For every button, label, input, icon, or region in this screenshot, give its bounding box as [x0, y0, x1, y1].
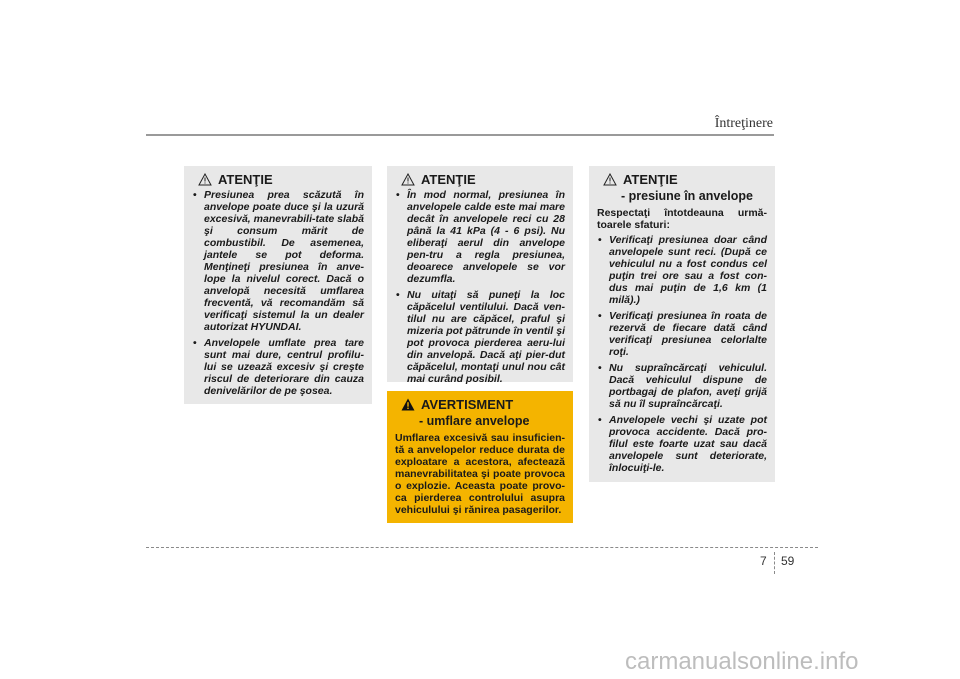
caution-box-tire-pressure: [589, 166, 775, 482]
caution-box-warm-tires: [387, 166, 573, 385]
list-item: • Verificaţi presiunea doar când anvelopele sunt reci. (După ce vehiculul nu a fost condus cel puţin trei ore sau a fost con-dus mai puţin de 1,6 km (1 milă).): [597, 234, 767, 306]
caution-list: [597, 234, 767, 474]
warning-box-inflation: [387, 391, 573, 523]
warning-header: [401, 397, 565, 412]
warning-title: AVERTISMENT: [421, 397, 514, 412]
list-item: • Nu uitaţi să puneţi la loc căpăcelul ventilului. Dacă ven-tilul nu are căpăcel, praful şi mizeria pot pătrunde în ventil şi pot provoca pierderea aeru-lui din anvelopă. Dacă aţi pier-dut căpăcelul, montaţi unul nou cât mai curând posibil.: [395, 289, 565, 385]
list-item: • Presiunea prea scăzută în anvelope poate duce şi la uzură excesivă, manevrabili-tate slabă şi consum mărit de combustibil. De asemenea, jantele se pot deforma. Menţineţi presiunea în anve-lope la nivelul corect. Dacă o anvelopă necesită umflarea frecventă, vă recomandăm să verificaţi sistemul la un dealer autorizat HYUNDAI.: [192, 189, 364, 333]
caution-triangle-icon: [603, 173, 617, 186]
list-item: • Anvelopele vechi şi uzate pot provoca accidente. Dacă pro-filul este foarte uzat sau dacă anvelopele sunt deteriorate, înlocuiţi-le.: [597, 414, 767, 474]
caution-title: ATENŢIE: [623, 172, 678, 187]
caution-box-low-pressure: [184, 166, 372, 404]
footer-rule: [146, 547, 818, 548]
caution-header: [401, 172, 565, 187]
list-item: • În mod normal, presiunea în anvelopele calde este mai mare decât în anvelopele reci cu 28 până la 41 kPa (4 - 6 psi). Nu eliberaţi aerul din anvelope pen-tru a regla presiunea, deoarece anvelopele se vor dezumfla.: [395, 189, 565, 285]
header-rule: [146, 134, 774, 136]
list-item: • Anvelopele umflate prea tare sunt mai dure, centrul profilu-lui se uzează excesiv şi creşte riscul de deteriorare din cauza denivelărilor de pe şosea.: [192, 337, 364, 397]
chapter-number: 7: [760, 554, 767, 568]
caution-triangle-icon: [401, 173, 415, 186]
caution-list: [395, 189, 565, 385]
list-item: • Verificaţi presiunea în roata de rezervă de fiecare dată când verificaţi presiunea celorlalte roţi.: [597, 310, 767, 358]
caution-title: ATENŢIE: [218, 172, 273, 187]
list-item: • Nu supraîncărcaţi vehiculul. Dacă vehiculul dispune de portbagaj de plafon, aveţi grijă să nu îl supraîncărcaţi.: [597, 362, 767, 410]
caution-triangle-icon: [198, 173, 212, 186]
caution-list: [192, 189, 364, 397]
warning-subtitle: - umflare anvelope: [419, 414, 530, 428]
page-separator: [774, 552, 775, 574]
caution-subtitle: - presiune în anvelope: [621, 189, 753, 203]
warning-triangle-icon: [401, 398, 415, 411]
warning-text: Umflarea excesivă sau insuficien-tă a anvelopelor reduce durata de exploatare a acestora, afectează manevrabilitatea şi poate provoca o explozie. Aceasta poate provo-ca pierderea controlului asupra vehiculului şi rănirea pasagerilor.: [395, 432, 565, 516]
caution-title: ATENŢIE: [421, 172, 476, 187]
watermark: carmanualsonline.info: [625, 648, 859, 675]
caution-header: [603, 172, 767, 187]
section-title: Întreţinere: [714, 116, 773, 131]
caution-header: [198, 172, 364, 187]
page-number: 59: [781, 554, 795, 568]
caution-intro: Respectaţi întotdeauna urmă-toarele sfaturi:: [597, 207, 767, 231]
